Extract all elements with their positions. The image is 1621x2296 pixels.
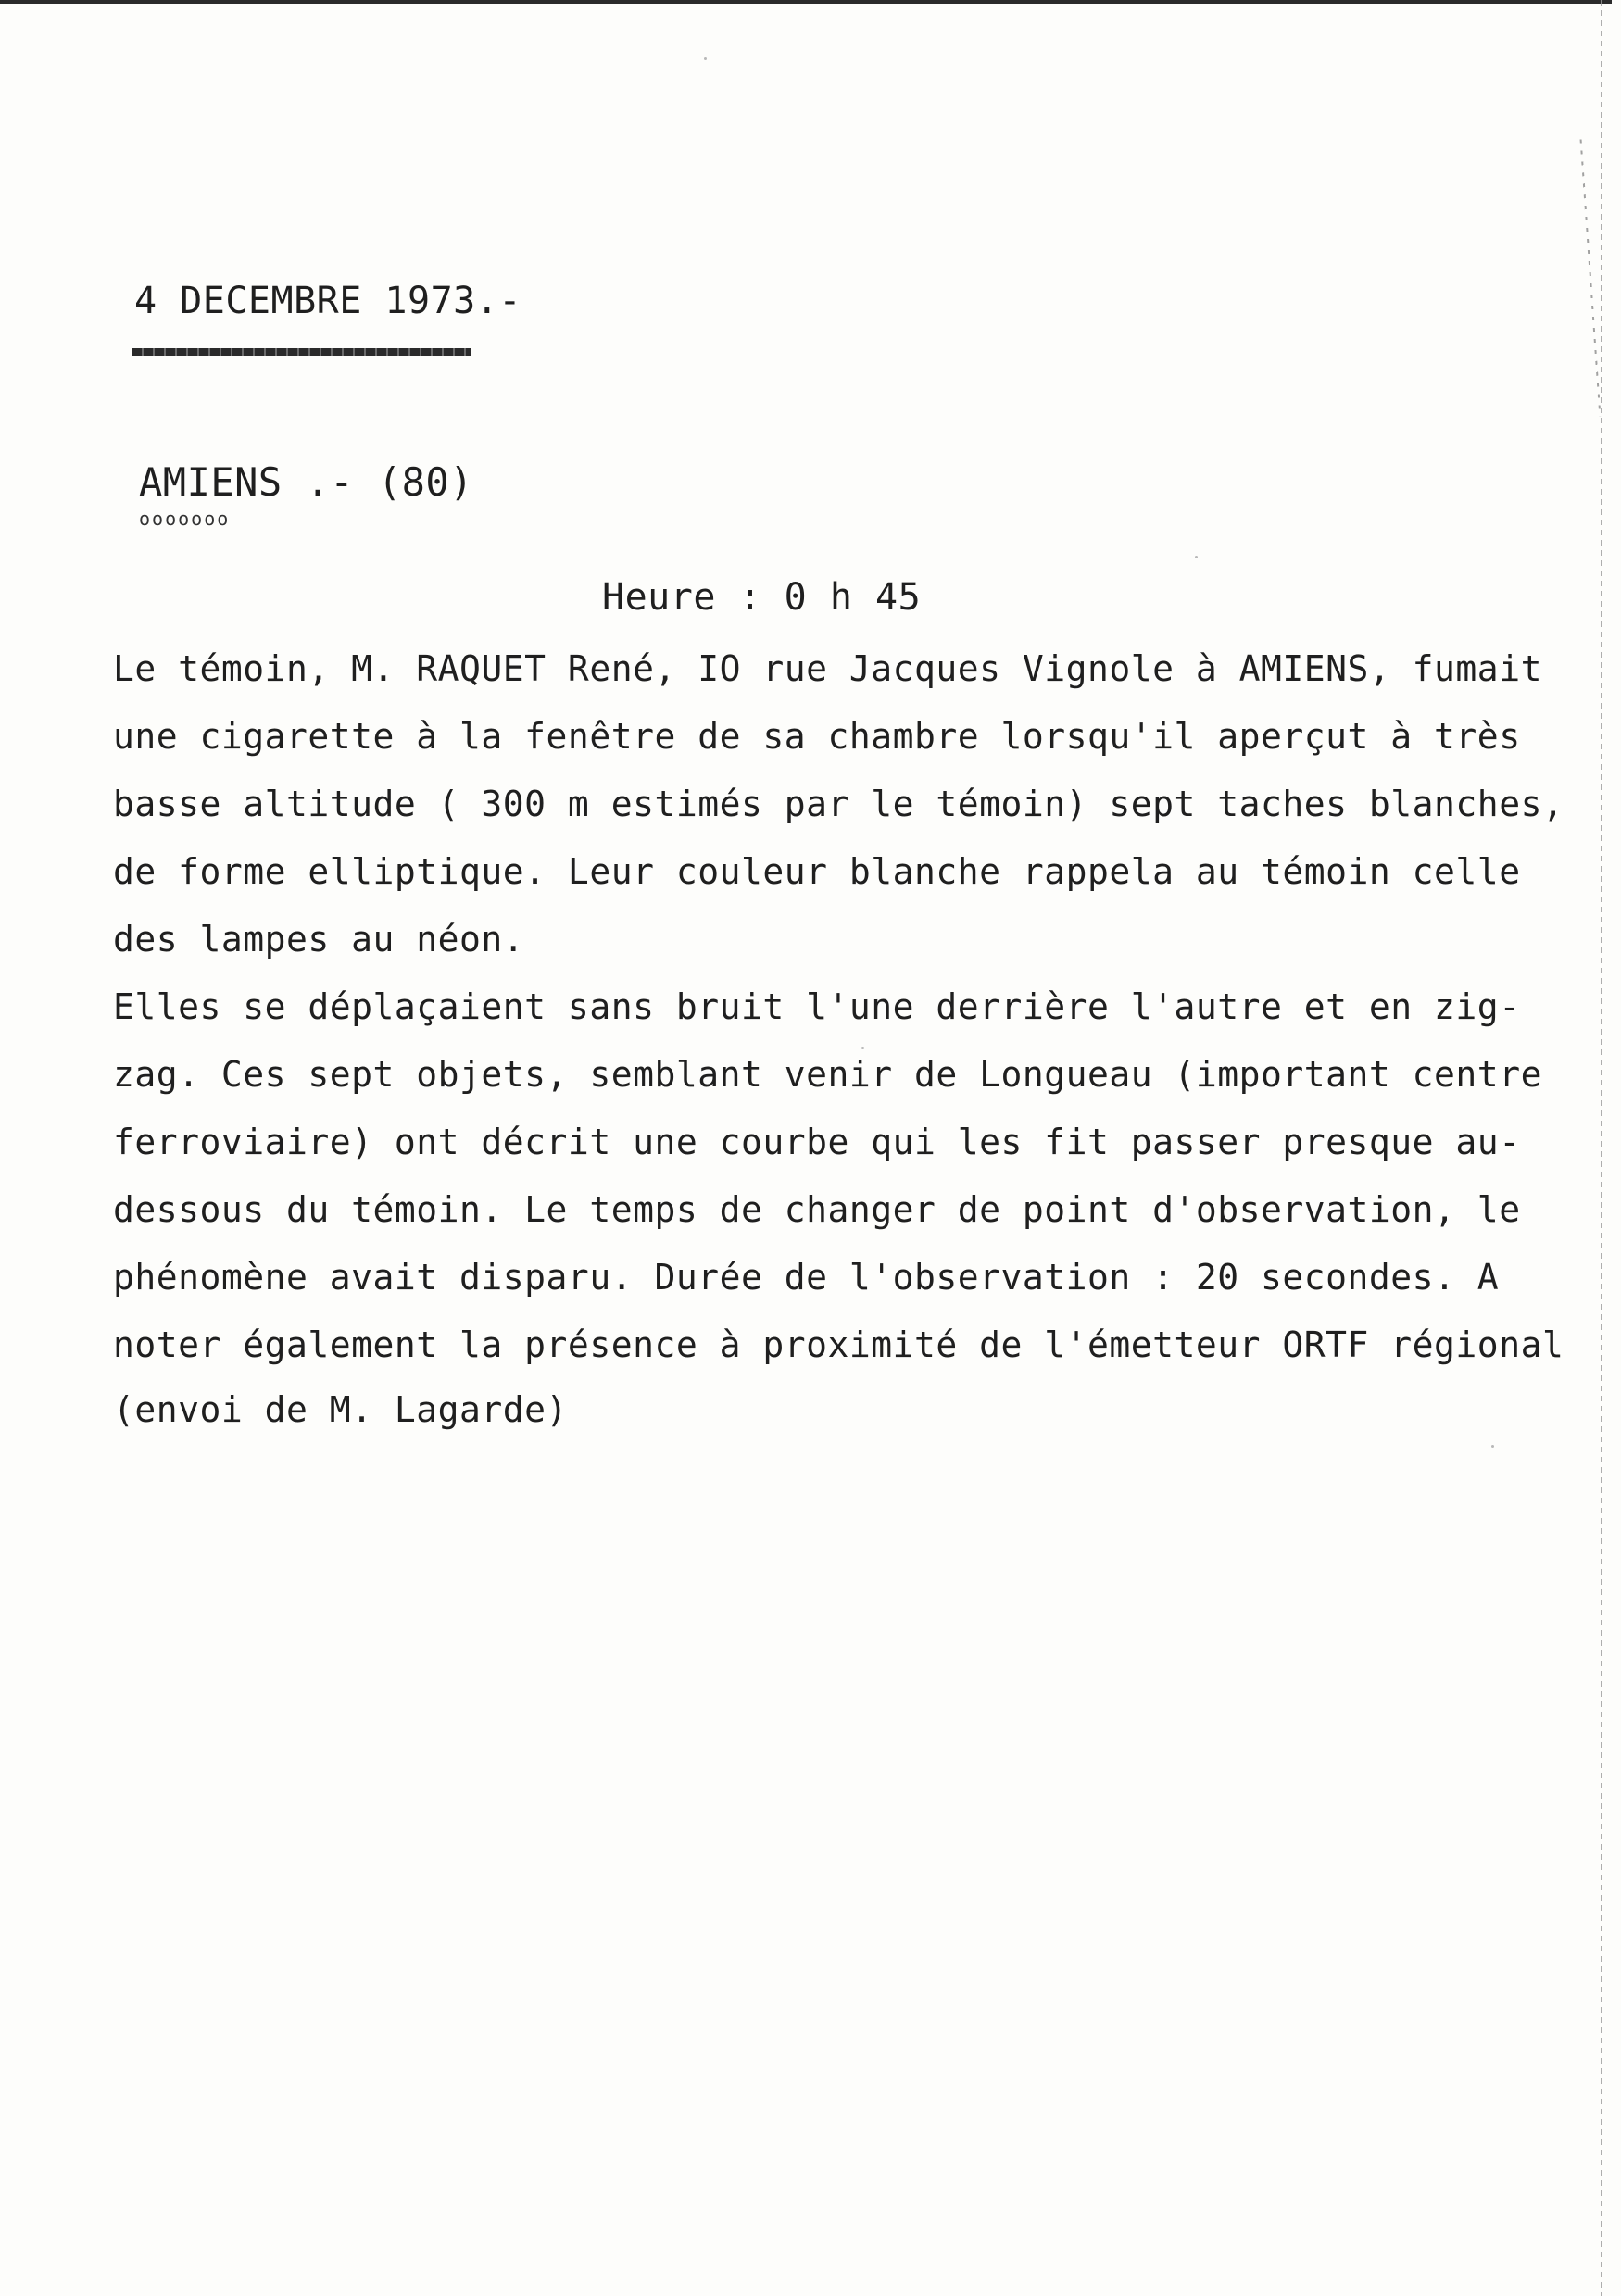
scan-right-edge-mark <box>1580 139 1602 416</box>
scan-top-edge <box>0 0 1612 4</box>
date-underline <box>132 348 471 356</box>
scan-speck <box>1491 1445 1494 1448</box>
body-line: une cigarette à la fenêtre de sa chambre lorsqu'il aperçut à très <box>113 716 1521 757</box>
scan-right-edge <box>1601 0 1602 2296</box>
body-line: Elles se déplaçaient sans bruit l'une derrière l'autre et en zig- <box>113 986 1521 1027</box>
report-place: AMIENS .- (80) <box>139 459 474 505</box>
body-line: ferroviaire) ont décrit une courbe qui les fit passer presque au- <box>113 1122 1521 1162</box>
body-line: Le témoin, M. RAQUET René, IO rue Jacques Vignole à AMIENS, fumait <box>113 648 1542 689</box>
body-line: noter également la présence à proximité de l'émetteur ORTF régional <box>113 1324 1564 1365</box>
body-line: dessous du témoin. Le temps de changer de point d'observation, le <box>113 1189 1521 1230</box>
body-line: des lampes au néon. <box>113 919 525 960</box>
body-line: phénomène avait disparu. Durée de l'observation : 20 secondes. A <box>113 1257 1500 1298</box>
scan-speck <box>704 57 707 60</box>
sender-note: (envoi de M. Lagarde) <box>113 1389 568 1430</box>
report-time: Heure : 0 h 45 <box>602 576 922 619</box>
body-line: basse altitude ( 300 m estimés par le témoin) sept taches blanches, <box>113 784 1564 824</box>
place-underline: ooooooo <box>139 508 231 530</box>
report-date: 4 DECEMBRE 1973.- <box>134 280 521 322</box>
body-line: de forme elliptique. Leur couleur blanche rappela au témoin celle <box>113 851 1521 892</box>
scan-speck <box>1195 556 1198 558</box>
scan-speck <box>861 1047 864 1049</box>
body-line: zag. Ces sept objets, semblant venir de Longueau (important centre <box>113 1054 1542 1095</box>
